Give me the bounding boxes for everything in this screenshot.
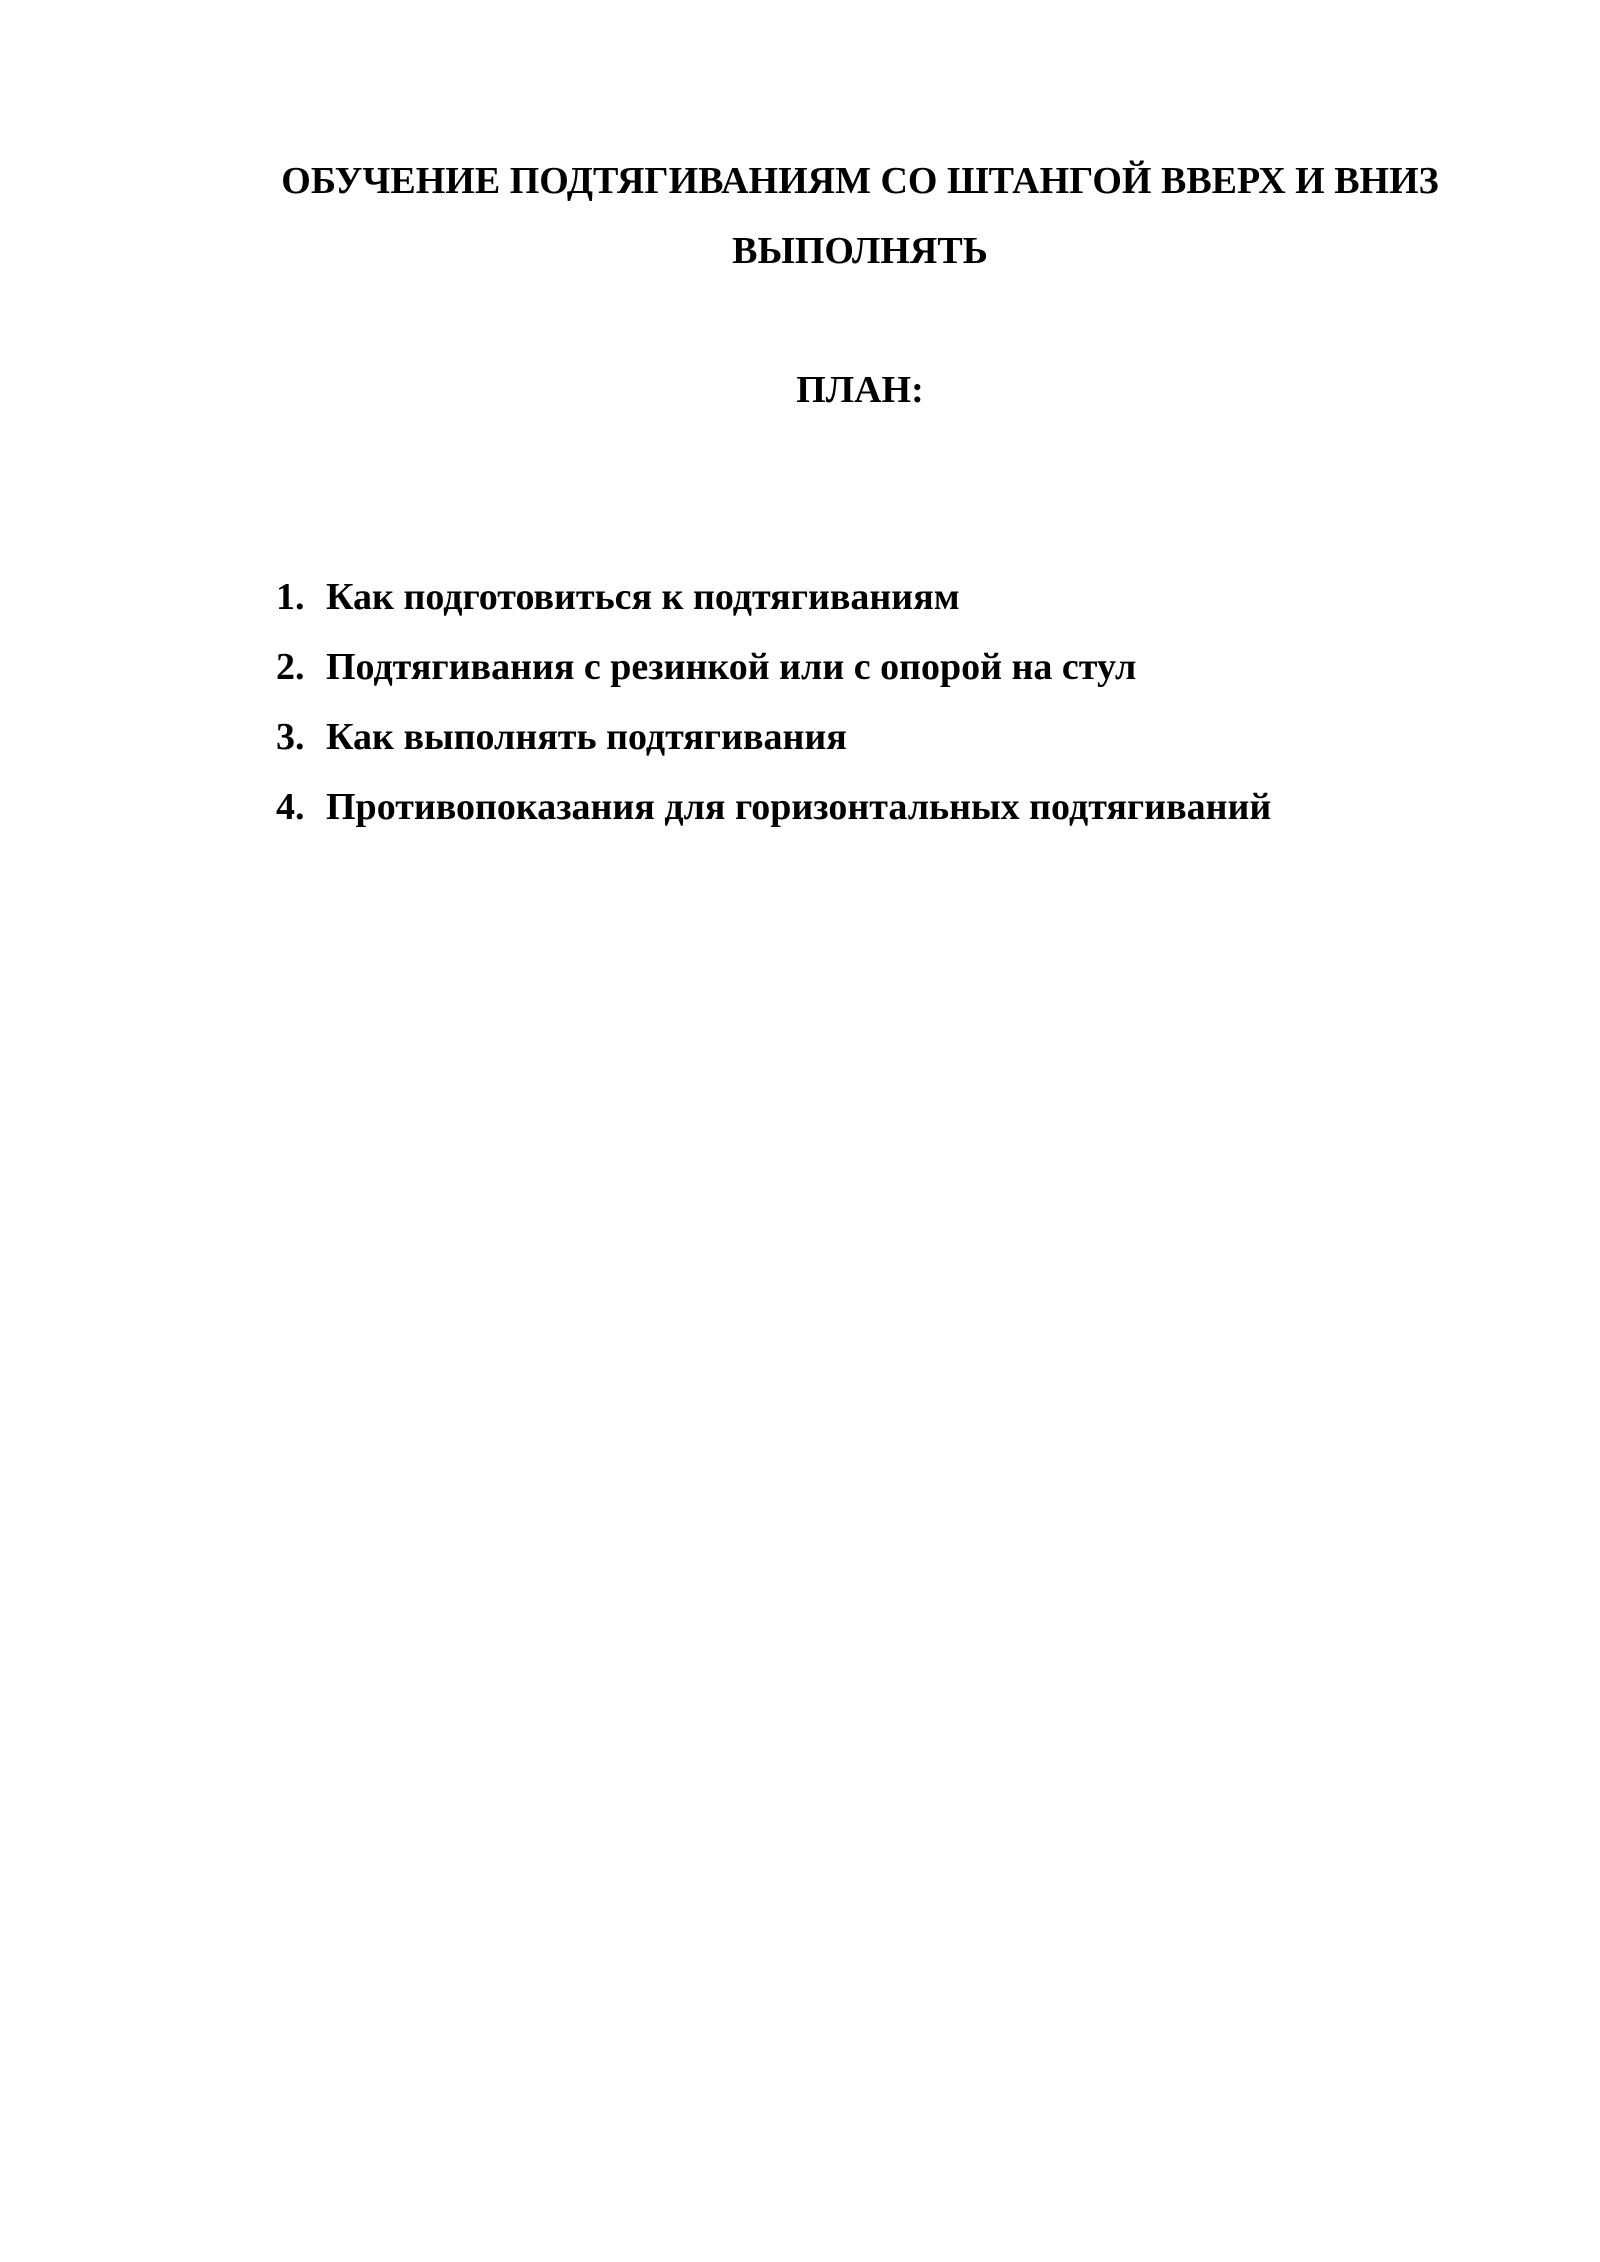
list-item-text: Как выполнять подтягивания (326, 716, 847, 758)
list-item (276, 702, 1476, 772)
page-title (210, 146, 1510, 286)
list-item-text: Противопоказания для горизонтальных подтягиваний (326, 786, 1272, 828)
list-item-text: Подтягивания с резинкой или с опорой на стул (326, 646, 1137, 688)
list-item-number: 1. (276, 576, 305, 618)
plan-list (276, 562, 1476, 842)
title-line-1: ОБУЧЕНИЕ ПОДТЯГИВАНИЯМ СО ШТАНГОЙ ВВЕРХ И ВНИЗ (281, 160, 1439, 202)
list-item (276, 562, 1476, 632)
list-item (276, 632, 1476, 702)
plan-heading: ПЛАН: (796, 369, 924, 411)
list-item (276, 772, 1476, 842)
list-item-number: 4. (276, 786, 305, 828)
list-item-number: 2. (276, 646, 305, 688)
list-item-number: 3. (276, 716, 305, 758)
title-line-2: ВЫПОЛНЯТЬ (732, 230, 988, 272)
list-item-text: Как подготовиться к подтягиваниям (326, 576, 960, 618)
